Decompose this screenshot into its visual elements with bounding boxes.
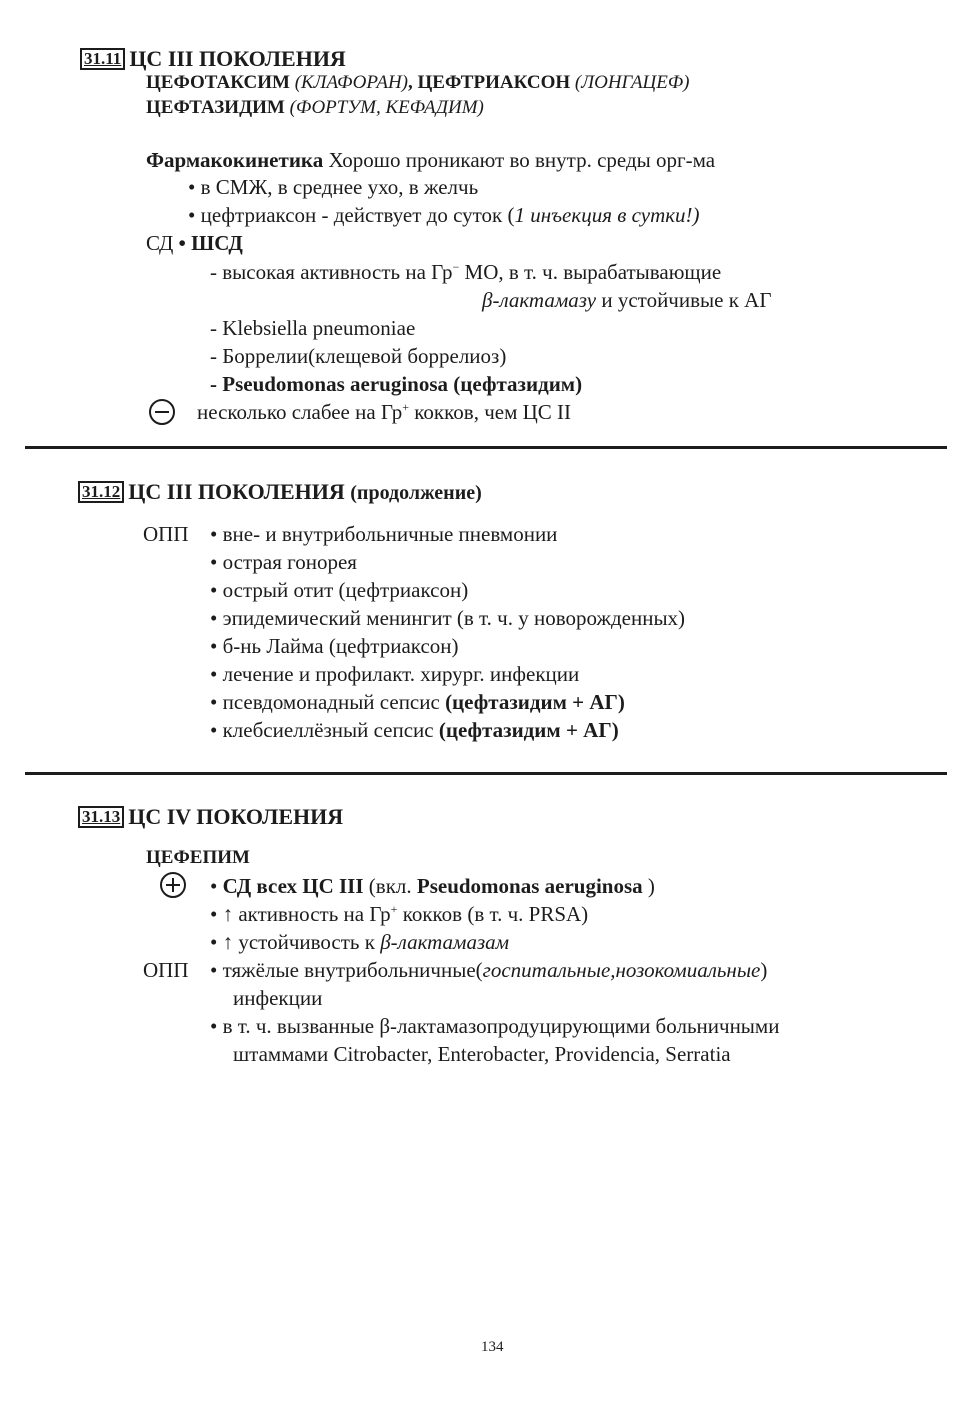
opp-iv-item-1: • тяжёлые внутрибольничные(госпитальные,нозокомиальные)	[210, 958, 768, 982]
opp-item-text: острая гонорея	[222, 550, 357, 574]
opp-label: ОПП	[143, 522, 189, 546]
opp-item: • острая гонорея	[210, 550, 357, 574]
section-31-12-header	[78, 479, 482, 505]
opp-item: • вне- и внутрибольничные пневмонии	[210, 522, 558, 546]
gram-sup: −	[452, 260, 460, 274]
sd-item-1-cont-text: и устойчивые к АГ	[596, 288, 772, 312]
section-31-13-header	[78, 804, 343, 830]
plus-circle-icon	[160, 872, 186, 898]
plus-item-1: • СД всех ЦС III (вкл. Pseudomonas aeruginosa )	[210, 874, 655, 898]
opp-item: • эпидемический менингит (в т. ч. у новорожденных)	[210, 606, 686, 630]
pk-bullet-2-italic: 1 инъекция в сутки!)	[514, 203, 700, 227]
sd-label: СД	[146, 231, 174, 255]
sd-line	[146, 231, 243, 256]
drug-ceftazidime: ЦЕФТАЗИДИМ	[146, 97, 285, 118]
page-number: 134	[481, 1339, 504, 1355]
brand-claforan: (КЛАФОРАН)	[294, 72, 408, 93]
comma: ,	[408, 72, 413, 93]
plus-item-bold: СД всех ЦС III	[222, 874, 364, 898]
gram-sup: +	[390, 902, 398, 916]
brand-fortum: (ФОРТУМ, КЕФАДИМ)	[289, 97, 484, 118]
opp-item-text: лечение и профилакт. хирург. инфекции	[222, 662, 580, 686]
opp-item: • острый отит (цефтриаксон)	[210, 578, 469, 602]
drug-line-1	[146, 72, 689, 94]
beta-lactamase-text: β-лактамазу	[482, 288, 597, 312]
drug-line-2	[146, 97, 484, 119]
section-number: 31.13	[78, 806, 124, 828]
sd-item-3: - Боррелии(клещевой боррелиоз)	[210, 344, 507, 368]
plus-item-text: ↑ устойчивость к	[222, 930, 381, 954]
opp-item-bold: (цефтазидим + АГ)	[438, 718, 619, 742]
brand-longacef: (ЛОНГАЦЕФ)	[574, 72, 690, 93]
section-31-11-header	[80, 46, 346, 72]
section-title: ЦС III ПОКОЛЕНИЯ	[129, 46, 346, 71]
plus-item-text-2: )	[642, 874, 655, 898]
sd-item-4: - Pseudomonas aeruginosa (цефтазидим)	[210, 372, 583, 396]
plus-item-italic: β-лактамазам	[380, 930, 510, 954]
pk-label: Фармакокинетика	[146, 148, 324, 172]
section-title: ЦС III ПОКОЛЕНИЯ	[128, 479, 345, 504]
opp-item-text: эпидемический менингит (в т. ч. у новорожденных)	[222, 606, 686, 630]
plus-item-bold-2: Pseudomonas aeruginosa	[416, 874, 643, 898]
opp-item: • псевдомонадный сепсис (цефтазидим + АГ)	[210, 690, 625, 714]
opp-item-text: клебсиеллёзный сепсис	[222, 718, 439, 742]
plus-item-text: ↑ активность на Гр	[222, 902, 391, 926]
opp-iv-text-c: )	[760, 958, 768, 982]
opp-iv-item-2-cont: штаммами Citrobacter, Enterobacter, Providencia, Serratia	[233, 1042, 731, 1066]
opp-iv-italic: госпитальные,нозокомиальные	[482, 958, 761, 982]
minus-line-text-b: кокков, чем ЦС II	[409, 400, 572, 424]
pk-bullet-1: • в СМЖ, в среднее ухо, в желчь	[188, 175, 479, 199]
plus-item-3: • ↑ устойчивость к β-лактамазам	[210, 930, 510, 954]
opp-item-text: вне- и внутрибольничные пневмонии	[222, 522, 558, 546]
minus-line-text: несколько слабее на Гр	[197, 400, 403, 424]
opp-iv-item-1-cont: инфекции	[233, 986, 323, 1010]
opp-item: • лечение и профилакт. хирург. инфекции	[210, 662, 580, 686]
section-title-suffix: (продолжение)	[350, 482, 482, 504]
divider	[25, 772, 947, 775]
opp-iv-text: в т. ч. вызванные β-лактамазопродуцирующими больничными	[222, 1014, 780, 1038]
opp-item-bold: (цефтазидим + АГ)	[445, 690, 625, 714]
minus-line	[197, 400, 571, 425]
plus-item-2: • ↑ активность на Гр+ кокков (в т. ч. PRSA)	[210, 902, 589, 926]
sd-item-1	[210, 260, 721, 285]
drug-ceftriaxone: ЦЕФТРИАКСОН	[417, 72, 571, 93]
sd-item-2: - Klebsiella pneumoniae	[210, 316, 416, 340]
section-number: 31.11	[80, 48, 125, 70]
opp-item-text: б-нь Лайма (цефтриаксон)	[222, 634, 459, 658]
sd-item-1-cont	[482, 288, 771, 313]
opp-item: • клебсиеллёзный сепсис (цефтазидим + АГ)	[210, 718, 619, 742]
pk-bullet-2	[188, 203, 700, 228]
drug-cefepime: ЦЕФЕПИМ	[146, 847, 250, 868]
plus-item-text-b: кокков (в т. ч. PRSA)	[397, 902, 589, 926]
sd-head: • ШСД	[178, 231, 243, 255]
opp-iv-item-2: • в т. ч. вызванные β-лактамазопродуцирующими больничными	[210, 1014, 780, 1038]
opp-iv-text: тяжёлые внутрибольничные(	[222, 958, 483, 982]
pharmacokinetics-line	[146, 148, 715, 173]
opp-label: ОПП	[143, 958, 189, 982]
drug-cefotaxime: ЦЕФОТАКСИМ	[146, 72, 290, 93]
gram-sup: +	[402, 400, 410, 414]
pk-bullet-2-text: • цефтриаксон - действует до суток (	[188, 203, 515, 227]
section-title: ЦС IV ПОКОЛЕНИЯ	[128, 804, 344, 829]
opp-item-text: острый отит (цефтриаксон)	[222, 578, 469, 602]
opp-item-text: псевдомонадный сепсис	[222, 690, 446, 714]
plus-item-text: (вкл.	[363, 874, 417, 898]
sd-item-1-text: - высокая активность на Гр	[210, 260, 453, 284]
pk-text: Хорошо проникают во внутр. среды орг-ма	[328, 148, 716, 172]
sd-item-1-text-b: МО, в т. ч. вырабатывающие	[459, 260, 722, 284]
minus-circle-icon	[149, 399, 175, 425]
opp-item: • б-нь Лайма (цефтриаксон)	[210, 634, 459, 658]
divider	[25, 446, 947, 449]
section-number: 31.12	[78, 481, 124, 503]
